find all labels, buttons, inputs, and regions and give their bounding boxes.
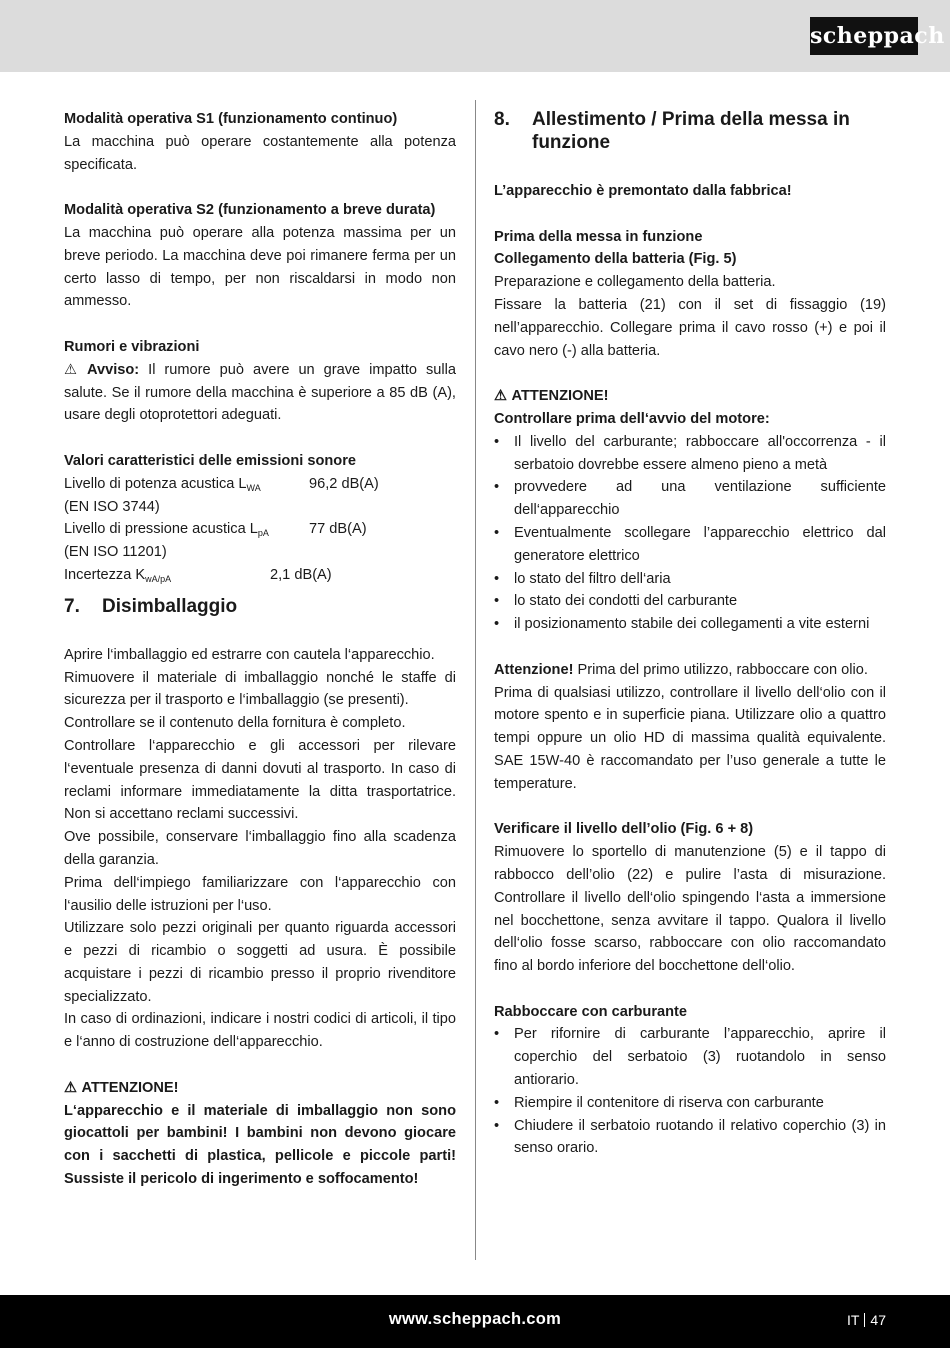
left-column	[64, 108, 456, 1191]
sec7-paragraph: Utilizzare solo pezzi originali per quanto riguarda accessori e pezzi di ricambio o soggetti ad usura. È possibile acquistare i pezzi di ricambio presso il proprio rivenditore specializzato.	[64, 920, 456, 1005]
battery-text-1: Preparazione e collegamento della batteria.	[494, 274, 776, 291]
page-footer	[0, 1295, 950, 1348]
list-item: • il posizionamento stabile dei collegamenti a vite esterni	[494, 613, 886, 636]
lwa-row	[64, 473, 456, 496]
lwa-norm: (EN ISO 3744)	[64, 498, 160, 515]
right-column	[494, 108, 886, 1160]
list-item: • Per rifornire di carburante l’apparecchio, aprire il coperchio del serbatoio (3) ruotandolo in senso antiorario.	[494, 1023, 886, 1091]
s1-text: La macchina può operare costantemente alla potenza specificata.	[64, 133, 456, 173]
lpa-label: Livello di pressione acustica $L_{pA}$	[64, 521, 269, 539]
list-item: • lo stato dei condotti del carburante	[494, 590, 886, 613]
list-item: • Il livello del carburante; rabboccare all'occorrenza - il serbatoio dovrebbe essere almeno pieno a metà	[494, 431, 886, 477]
premounted-note: L’apparecchio è premontato dalla fabbrica!	[494, 183, 792, 199]
before-title: Prima della messa in funzione	[494, 228, 703, 245]
attention-heading	[494, 385, 886, 408]
section-8-heading	[494, 108, 886, 154]
s2-title: Modalità operativa S2 (funzionamento a breve durata)	[64, 202, 436, 219]
sec7-paragraph: Rimuovere il materiale di imballaggio nonché le staffe di sicurezza per il trasporto e l‘imballaggio (se presenti).	[64, 669, 456, 709]
warning-icon: ⚠	[494, 388, 508, 405]
page-header	[0, 0, 950, 72]
warning-icon: ⚠	[64, 1079, 78, 1096]
fuel-title: Rabboccare con carburante	[494, 1003, 688, 1020]
oil-notice-text: Prima del primo utilizzo, rabboccare con olio.	[573, 661, 868, 678]
website-link[interactable]: www.scheppach.com	[388, 1310, 562, 1328]
sec7-paragraph: Controllare se il contenuto della fornitura è completo.	[64, 715, 406, 732]
list-item: • provvedere ad una ventilazione sufficiente dell‘apparecchio	[494, 476, 886, 522]
page-number	[847, 1309, 886, 1332]
sec7-paragraph: Controllare l‘apparecchio e gli accessori per rilevare l‘eventuale presenza di danni dovuti al trasporto. In caso di reclami informare immediatamente la ditta trasportatrice. Non si accettano reclami successivi.	[64, 737, 456, 823]
noise-warning-text: Il rumore può avere un grave impatto sulla salute. Se il rumore della macchina è superiore a 85 dB (A), usare degli otoprotettori adeguati.	[64, 361, 456, 424]
oil-notice	[494, 659, 886, 682]
section-7-title: Disimballaggio	[102, 595, 238, 617]
fuel-list	[494, 1023, 886, 1160]
k-label: Incertezza $K_{wA/pA}$	[64, 566, 172, 584]
attention-label: ATTENZIONE!	[511, 388, 609, 405]
warning-icon: ⚠	[64, 361, 78, 378]
noise-warning-label: Avviso:	[86, 361, 140, 378]
emission-title: Valori caratteristici delle emissioni sonore	[64, 452, 356, 469]
sec7-paragraph: Ove possibile, conservare l‘imballaggio fino alla scadenza della garanzia.	[64, 829, 456, 868]
k-row	[64, 564, 456, 587]
check-title: Controllare prima dell‘avvio del motore:	[494, 410, 770, 427]
s1-title: Modalità operativa S1 (funzionamento continuo)	[64, 111, 398, 127]
oil-check-text: Rimuovere lo sportello di manutenzione (5) e il tappo di rabbocco dell’olio (22) e pulire l’asta di misurazione. Controllare il livello dell‘olio spingendo l‘asta a immersione nel bocchettone, senza avvitare il tappo. Qualora il livello dell‘olio fosse scarso, rabboccare con olio raccomandato fino al bordo inferiore del bocchettone dell‘olio.	[494, 844, 886, 975]
s2-text: La macchina può operare alla potenza massima per un breve periodo. La macchina deve poi rimanere ferma per un certo lasso di tempo, per non riscaldarsi in modo non ammesso.	[64, 224, 456, 310]
list-item: • Chiudere il serbatoio ruotando il relativo coperchio (3) in senso orario.	[494, 1115, 886, 1161]
sec7-paragraph: Aprire l‘imballaggio ed estrarre con cautela l‘apparecchio.	[64, 646, 435, 663]
attention-text: L‘apparecchio e il materiale di imballaggio non sono giocattoli per bambini! I bambini non devono giocare con i sacchetti di plastica, pellicole e piccole parti! Sussiste il pericolo di ingerimento e soffocamento!	[64, 1102, 456, 1188]
battery-title: Collegamento della batteria (Fig. 5)	[494, 251, 737, 268]
noise-title: Rumori e vibrazioni	[64, 338, 200, 355]
sec7-paragraph: Prima dell‘impiego familiarizzare con l‘apparecchio con l‘ausilio delle istruzioni per l‘uso.	[64, 874, 456, 914]
section-7-heading	[64, 595, 456, 618]
oil-text: Prima di qualsiasi utilizzo, controllare il livello dell‘olio con il motore spento e in superficie piana. Utilizzare olio a quattro tempi oppure un olio HD di massima qualità equivalente. SAE 15W-40 è raccomandato per l’uso generale a tutte le temperature.	[494, 684, 886, 792]
lpa-norm: (EN ISO 11201)	[64, 544, 167, 561]
language-code: IT	[846, 1312, 860, 1328]
noise-warning	[64, 359, 456, 427]
attention-heading	[64, 1077, 456, 1100]
sec7-paragraph: In caso di ordinazioni, indicare i nostri codici di articoli, il tipo e l‘anno di costruzione dell‘apparecchio.	[64, 1011, 456, 1051]
list-item: • Riempire il contenitore di riserva con carburante	[494, 1092, 886, 1115]
lwa-label: Livello di potenza acustica $L_{WA}$	[64, 475, 261, 493]
check-list	[494, 431, 886, 636]
section-7-number: 7.	[64, 595, 80, 617]
k-value: 2,1 dB(A)	[270, 566, 332, 583]
lwa-value: 96,2 dB(A)	[309, 475, 379, 492]
scheppach-logo: scheppach	[810, 17, 918, 55]
oil-notice-label: Attenzione!	[494, 661, 574, 678]
lpa-row	[64, 518, 456, 541]
page-number-value: 47	[870, 1312, 886, 1328]
oil-check-title: Verificare il livello dell’olio (Fig. 6 + 8)	[494, 821, 754, 838]
lpa-value: 77 dB(A)	[309, 521, 367, 538]
column-divider	[475, 100, 476, 1260]
list-item: • lo stato del filtro dell‘aria	[494, 568, 886, 591]
section-8-number: 8.	[494, 109, 510, 130]
attention-label: ATTENZIONE!	[81, 1079, 179, 1096]
battery-text-2: Fissare la batteria (21) con il set di fissaggio (19) nell’apparecchio. Collegare prima il cavo rosso (+) e poi il cavo nero (-) alla batteria.	[494, 296, 886, 359]
list-item: • Eventualmente scollegare l’apparecchio elettrico dal generatore elettrico	[494, 522, 886, 568]
section-8-title: Allestimento / Prima della messa in funzione	[532, 109, 850, 153]
